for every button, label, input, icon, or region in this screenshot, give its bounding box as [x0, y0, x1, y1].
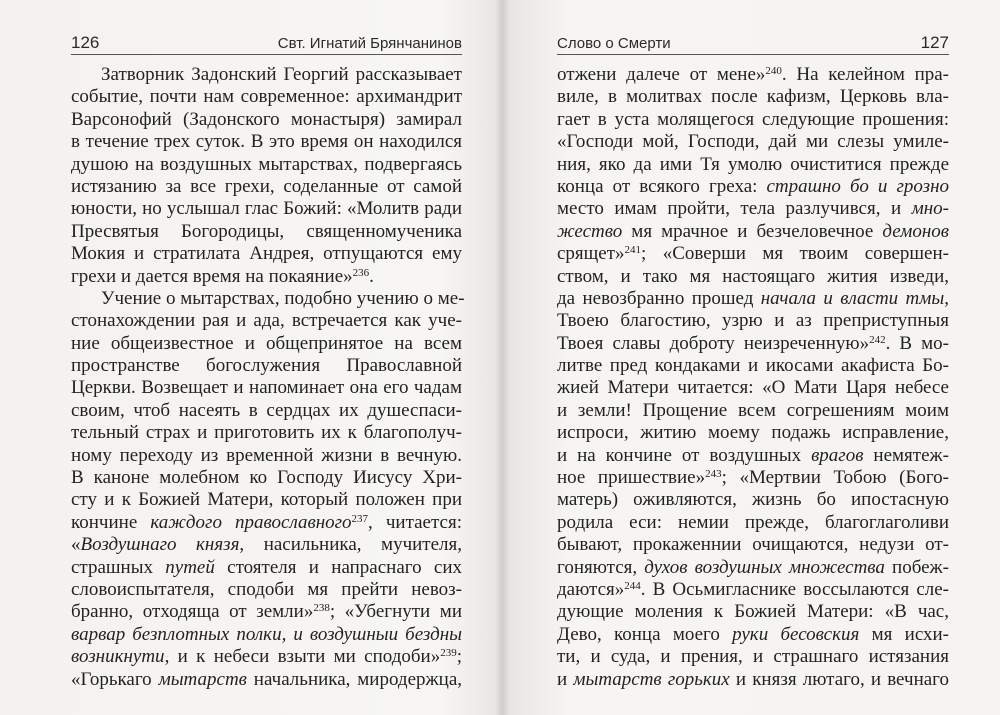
footnote-ref: 236 — [352, 266, 370, 279]
text-line — [557, 489, 949, 511]
left-page-text — [71, 64, 465, 691]
text-line — [557, 310, 949, 332]
text-line — [557, 86, 949, 108]
left-header-rule — [71, 54, 462, 55]
text-run: , — [944, 287, 949, 309]
text-line — [71, 221, 462, 243]
text-line — [557, 221, 949, 243]
footnote-ref: 244 — [624, 579, 641, 592]
text-run: в течение трех суток. В это время он находился — [71, 131, 462, 153]
text-run: истязанию за все грехи, соделанные от самой — [71, 175, 462, 197]
text-run: «Господи мой, Господи, дай ми слезы умиле- — [557, 131, 949, 153]
text-run: юности, но услышал глас Божий: «Молитв ради — [71, 198, 462, 220]
text-line — [557, 64, 949, 86]
text-run: Мокия и стратилата Андрея, отпущаются ему — [71, 243, 462, 265]
text-line — [71, 579, 462, 601]
text-line — [71, 266, 462, 288]
text-run: своим, чтоб насеять в сердцах их душеспаси- — [71, 399, 462, 421]
text-line — [71, 557, 462, 579]
text-run: мя мрачное и безчеловечное — [622, 220, 883, 242]
left-page-number: 126 — [71, 33, 100, 52]
text-run: В каноне молебном ко Господу Иисусу Хри- — [71, 467, 462, 489]
italic-text: возникнути — [71, 646, 165, 668]
text-line — [557, 243, 949, 265]
text-run: виле, в молитвах после кафизм, Церковь вла- — [557, 86, 949, 108]
text-run: ное пришествие» — [557, 467, 706, 489]
text-run: гает в уста молящегося следующие прошения: — [557, 108, 949, 130]
text-run: стонахождении рая и ада, встречается как уче- — [71, 310, 462, 332]
text-line — [71, 154, 462, 176]
text-line — [557, 333, 949, 355]
text-run: ному переходу из временной жизни в вечную. — [71, 444, 462, 466]
text-run: и земли! Прощение всем согрешениям моим — [557, 399, 949, 421]
footnote-ref: 243 — [705, 468, 722, 481]
text-line — [557, 288, 949, 310]
text-run: Твоею благостию, узрю и аз преприступныя — [557, 310, 949, 332]
italic-text: мно- — [911, 198, 949, 220]
text-run: место имам пройти, тела разлучився, и — [557, 198, 912, 220]
right-page-header — [557, 33, 949, 55]
footnote-ref: 240 — [765, 65, 782, 77]
text-run: гоняются, — [557, 556, 645, 578]
text-line — [71, 400, 462, 422]
left-page-header — [71, 33, 462, 55]
text-run: . На келейном пра- — [781, 64, 949, 85]
text-run: литве пред кондаками и икосами акафиста Бо- — [557, 355, 949, 377]
text-line — [71, 243, 462, 265]
text-run: начальника, миродержца, — [246, 668, 462, 690]
text-line — [557, 109, 949, 131]
text-line — [557, 400, 949, 422]
right-page-text — [557, 64, 949, 691]
footnote-ref: 239 — [440, 647, 457, 660]
text-run: ния, яко да ими Тя умолю очиститися прежде — [557, 153, 949, 175]
text-run: ; «Соверши мя твоим совершен- — [641, 243, 949, 265]
text-line — [557, 512, 949, 534]
italic-text: каждого православного — [150, 511, 352, 533]
text-run: ти, и суда, и прения, и страшнаго истязания — [557, 646, 949, 668]
text-run: . В Осьмигласнике воссылаются сле- — [640, 578, 949, 600]
text-run: душою на воздушных мытарствах, подвергаясь — [71, 153, 462, 175]
text-line — [71, 333, 462, 355]
italic-text: варвар безплотных полки, и воздушныи бездны — [71, 623, 462, 645]
text-run: Дево, конца моего — [557, 623, 733, 645]
text-run: , и к небеси взыти ми сподоби» — [164, 646, 441, 668]
text-line — [557, 467, 949, 489]
text-run: сту и к Божией Матери, который положен при — [71, 489, 462, 511]
italic-text: страшно бо и грозно — [766, 175, 949, 197]
text-run: мя исхи- — [859, 623, 950, 645]
right-page-number: 127 — [920, 33, 949, 52]
text-run: , читается: — [368, 511, 462, 533]
text-run: и на кончине от воздушных — [557, 444, 812, 466]
text-run: Учение о мытарствах, подобно учению о ме- — [101, 287, 465, 309]
text-run: событие, почти нам современное: архимандрит — [71, 86, 462, 108]
text-run: , насильника, мучителя, — [239, 534, 462, 556]
text-run: Затворник Задонский Георгий рассказывает — [101, 64, 462, 85]
text-run: Варсонофий (Задонского монастыря) замирал — [71, 108, 462, 130]
text-line — [71, 601, 462, 623]
italic-text: Воздушнаго князя — [80, 534, 240, 556]
text-line — [71, 669, 462, 691]
text-run: страшных — [71, 556, 166, 578]
italic-text: мытарств горьких — [573, 668, 730, 690]
text-line — [557, 534, 949, 556]
text-line — [71, 64, 462, 86]
text-line — [71, 109, 462, 131]
italic-text: путей — [165, 556, 215, 578]
text-run: Твоея славы доброту неизреченную» — [557, 332, 870, 354]
italic-text: врагов — [811, 444, 864, 466]
text-run: стоятеля и напраснаго сих — [214, 556, 462, 578]
text-run: ; «Убегнути ми — [329, 601, 462, 623]
italic-text: начала и власти тмы — [760, 287, 945, 309]
text-line — [557, 154, 949, 176]
italic-text: демонов — [882, 220, 949, 242]
text-run: ние общеизвестное и общепринятое на всем — [71, 332, 462, 354]
footnote-ref: 242 — [869, 333, 886, 346]
text-run: ; — [456, 646, 462, 668]
footnote-ref: 238 — [313, 602, 330, 615]
text-line — [557, 377, 949, 399]
text-run: срящет» — [557, 243, 625, 265]
text-run: кончине — [71, 511, 151, 533]
text-line — [71, 131, 462, 153]
text-line — [71, 445, 462, 467]
text-run: Пресвятыя Богородицы, священномученика — [71, 220, 462, 242]
text-run: немятеж- — [863, 444, 949, 466]
text-line — [71, 467, 462, 489]
footnote-ref: 237 — [351, 512, 369, 525]
text-run: . В мо- — [885, 332, 949, 354]
text-run: «Горькаго — [71, 668, 159, 690]
right-running-head: Слово о Смерти — [557, 35, 671, 52]
text-run: ством, и тако мя настоящаго жития изведи, — [557, 265, 949, 287]
italic-text: мытарств — [158, 668, 247, 690]
text-line — [71, 198, 462, 220]
italic-text: руки бесовския — [732, 623, 860, 645]
text-run: матерь) оживляются, жизнь бо ипостасную — [557, 489, 949, 511]
text-line — [557, 445, 949, 467]
text-line — [71, 377, 462, 399]
text-run: . — [369, 265, 374, 287]
text-line — [557, 355, 949, 377]
text-line — [557, 266, 949, 288]
text-run: жией Матери читается: «О Мати Царя небесе — [557, 377, 949, 399]
text-line — [71, 512, 462, 534]
text-line — [557, 131, 949, 153]
text-run: дующие моления к Божией Матери: «В час, — [557, 601, 949, 623]
text-line — [557, 422, 949, 444]
text-run: бранно, отходяща от земли» — [71, 601, 314, 623]
text-line — [71, 646, 462, 668]
text-run: и — [557, 668, 574, 690]
text-run: Церкви. Возвещает и напоминает она его чадам — [71, 377, 462, 399]
text-line — [557, 624, 949, 646]
text-line — [557, 198, 949, 220]
right-header-rule — [557, 54, 949, 55]
text-line — [71, 310, 462, 332]
text-line — [71, 287, 465, 310]
text-run: даются» — [557, 578, 625, 600]
text-line — [557, 669, 949, 691]
text-line — [71, 422, 462, 444]
left-running-head: Свт. Игнатий Брянчанинов — [277, 35, 462, 52]
text-run: родила еси: немии прежде, благоглаголиви — [557, 511, 949, 533]
text-line — [557, 557, 949, 579]
text-line — [557, 646, 949, 668]
text-run: отжени далече от мене» — [557, 64, 766, 85]
text-line — [71, 176, 462, 198]
text-run: да невозбранно прошед — [557, 287, 761, 309]
italic-text: жество — [557, 220, 623, 242]
text-line — [557, 176, 949, 198]
text-run: словоиспытателя, сподоби мя прейти невоз- — [71, 578, 462, 600]
text-run: тельный страх и приготовить их к благополуч- — [71, 422, 462, 444]
text-line — [71, 355, 462, 377]
footnote-ref: 241 — [624, 244, 642, 257]
text-run: « — [71, 534, 81, 556]
text-line — [71, 534, 462, 556]
text-run: испроси, житию моему подажь исправление, — [557, 422, 949, 444]
text-run: ; «Мертвии Тобою (Бого- — [721, 467, 950, 489]
text-line — [71, 86, 462, 108]
text-line — [71, 624, 462, 646]
text-run: бывают, прокаженнии очищаются, недузи от- — [557, 534, 949, 556]
text-line — [557, 601, 949, 623]
italic-text: духов воздушных множества — [644, 556, 885, 578]
text-run: конца от всякого греха: — [557, 175, 767, 197]
text-line — [71, 489, 462, 511]
text-run: пространстве богослужения Православной — [71, 355, 462, 377]
text-run: и князя лютаго, и вечнаго — [729, 668, 949, 690]
text-run: побеж- — [884, 556, 949, 578]
right-page — [505, 0, 1000, 715]
text-run: грехи и дается время на покаяние» — [71, 265, 353, 287]
text-line — [557, 579, 949, 601]
